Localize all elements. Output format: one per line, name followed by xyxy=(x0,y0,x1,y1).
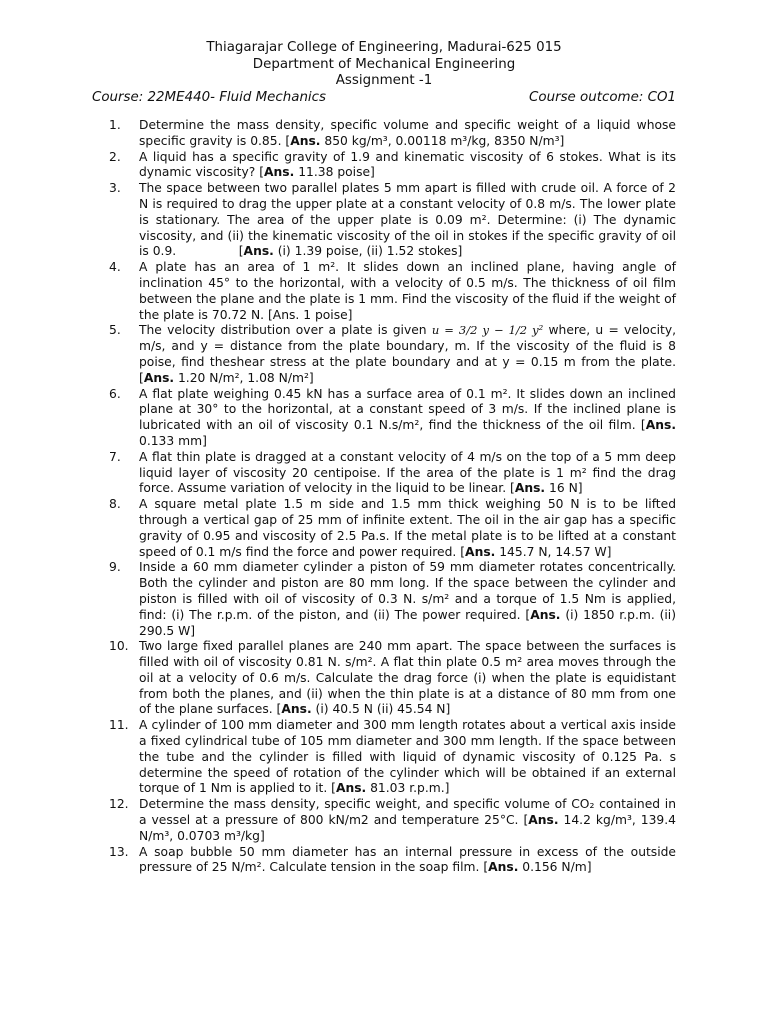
course-row xyxy=(92,90,676,107)
answer-value: 0.133 mm] xyxy=(139,433,207,448)
answer-label: Ans. xyxy=(528,813,559,828)
question-text: A square metal plate 1.5 m side and 1.5 mm thick weighing 50 N is to be lifted through a vertical gap of 25 mm of infinite extent. The oil in the air gap has a specific gravity of 0.95 and viscosity of 2.5 Pa.s. If the metal plate is to be lifted at a constant speed of 0.1 m/s find the force and power required. [ xyxy=(139,497,676,559)
answer-label: Ans. xyxy=(514,481,546,496)
question-item xyxy=(92,118,676,150)
answer-label: Ans. xyxy=(290,133,321,148)
answer-label: Ans. xyxy=(335,781,367,796)
department-name: Department of Mechanical Engineering xyxy=(252,56,516,72)
answer-value: (i) 1850 r.p.m. (ii) 290.5 W] xyxy=(139,607,676,638)
question-item xyxy=(92,718,676,797)
question-text: A cylinder of 100 mm diameter and 300 mm length rotates about a vertical axis inside a fixed cylindrical tube of 105 mm diameter and 300 mm length. If the space between the tube and the cylinder is filled with liquid of dynamic viscosity of 0.125 Pa. s determine the speed of rotation of the cylinder which will be obtained if an external torque of 1 Nm is applied to it. [ xyxy=(139,718,676,796)
answer-value: (i) 40.5 N (ii) 45.54 N] xyxy=(311,702,451,717)
question-number: 1. xyxy=(109,118,121,132)
course-label: Course: 22ME440- Fluid Mechanics xyxy=(92,89,326,105)
question-text: The space between two parallel plates 5 mm apart is filled with crude oil. A force of 2 N is required to drag the upper plate at a constant velocity of 0.8 m/s. The lower plate is stationary. The area of the upper plate is 0.09 m². Determine: (i) The dynamic viscosity, and (ii) the kinematic viscosity of the oil in stokes if the specific gravity of oil is 0.9. xyxy=(139,181,676,259)
question-text: The velocity distribution over a plate is given xyxy=(139,323,427,338)
answer-value: 14.2 kg/m³, 139.4 N/m³, 0.0703 m³/kg] xyxy=(139,813,676,843)
question-item: 3. The space between two parallel plates 5 mm apart is filled with crude oil. A force of 2 N is required to drag the upper plate at a constant velocity of 0.8 m/s. The lower plate is stationary. The area of the upper plate is 0.09 m². Determine: (i) The dynamic viscosity, and (ii) the kinematic viscosity of the oil in stokes if the specific gravity of oil is 0.9. [Ans. (i) 1.39 poise, (ii) 1.52 stokes] xyxy=(109,181,676,259)
question-number: 2. xyxy=(109,149,121,164)
question-number: 6. xyxy=(109,386,121,401)
question-number: 3. xyxy=(109,181,121,196)
question-item xyxy=(92,387,676,450)
answer-label: Ans. xyxy=(281,702,312,717)
question-number: 7. xyxy=(109,449,121,464)
answer-value: 81.03 r.p.m.] xyxy=(366,781,450,796)
question-number: 13. xyxy=(109,844,129,859)
answer-label: Ans. xyxy=(143,370,175,385)
answer-value: 0.156 N/m] xyxy=(518,860,592,875)
question-text: A plate has an area of 1 m². It slides down an inclined plane, having angle of inclination 45° to the horizontal, with a velocity of 0.5 m/s. The thickness of oil film between the plane and the plate is 1 mm. Find the viscosity of the fluid if the weight of the plate is 70.72 N. [Ans. 1 poise] xyxy=(139,260,676,322)
question-text: Determine the mass density, specific weight, and specific volume of CO₂ contained in a vessel at a pressure of 800 kN/m2 and temperature 25°C. [ xyxy=(139,797,676,828)
question-number: 4. xyxy=(109,260,121,275)
velocity-formula: u = 3/2 y − 1/2 y² xyxy=(431,323,544,338)
question-text: Determine the mass density, specific volume and specific weight of a liquid whose specific gravity is 0.85. [ xyxy=(139,118,676,148)
answer-value: 850 kg/m³, 0.00118 m³/kg, 8350 N/m³] xyxy=(320,133,565,148)
question-text: A flat thin plate is dragged at a constant velocity of 4 m/s on the top of a 5 mm deep liquid layer of viscosity 20 centipoise. If the area of the plate is 1 m² find the drag force. Assume variation of velocity in the liquid to be linear. [ xyxy=(139,449,676,496)
answer-label: Ans. xyxy=(488,860,519,875)
question-text: A liquid has a specific gravity of 1.9 and kinematic viscosity of 6 stokes. What is its dynamic viscosity? [ xyxy=(139,149,676,180)
question-text: Two large fixed parallel planes are 240 mm apart. The space between the surfaces is filled with oil of viscosity 0.81 N. s/m². A flat thin plate 0.5 m² area moves through the oil at a velocity of 0.6 m/s. Calculate the drag force (i) when the plate is equidistant from both the planes, and (ii) when the thin plate is at a distance of 80 mm from one of the plane surfaces. [ xyxy=(139,639,676,717)
assignment-title: Assignment -1 xyxy=(335,73,433,88)
question-item xyxy=(92,497,676,560)
question-number: 10. xyxy=(109,639,129,654)
question-item xyxy=(92,845,676,877)
question-text: Inside a 60 mm diameter cylinder a piston of 59 mm diameter rotates concentrically. Both the cylinder and piston are 80 mm long. If the space between the cylinder and piston is filled with oil of viscosity of 0.3 N. s/m² and a torque of 1.5 Nm is applied, find: (i) The r.p.m. of the piston, and (ii) The power required. [ xyxy=(139,560,676,622)
answer-value: 16 N] xyxy=(545,481,583,496)
question-item xyxy=(92,150,676,182)
answer-label: Ans. xyxy=(465,544,496,559)
answer-label: Ans. xyxy=(264,165,295,180)
question-item xyxy=(92,260,676,323)
answer-label: Ans. xyxy=(243,244,274,259)
question-text-cont: where, u = velocity, m/s, and y = distance from the plate boundary, m. If the viscosity of the fluid is 8 poise, find theshear stress at the plate boundary and at y = 0.15 m from the plate. [ xyxy=(139,323,677,385)
answer-label: Ans. xyxy=(530,607,561,622)
question-number: 9. xyxy=(109,560,121,575)
question-item xyxy=(92,797,676,844)
question-item xyxy=(92,560,676,639)
question-item xyxy=(92,323,676,386)
course-outcome: Course outcome: CO1 xyxy=(529,89,676,105)
answer-value: 11.38 poise] xyxy=(294,165,375,180)
answer-value: 1.20 N/m², 1.08 N/m²] xyxy=(174,370,314,385)
question-number: 5. xyxy=(109,323,121,338)
answer-label: Ans. xyxy=(645,418,676,433)
question-text: A flat plate weighing 0.45 kN has a surface area of 0.1 m². It slides down an inclined plane at 30° to the horizontal, at a constant speed of 3 m/s. If the inclined plane is lubricated with an oil of viscosity 0.1 N.s/m², find the thickness of the oil film. [ xyxy=(139,386,676,433)
answer-value: 145.7 N, 14.57 W] xyxy=(495,544,612,559)
answer-value: (i) 1.39 poise, (ii) 1.52 stokes] xyxy=(273,244,463,259)
question-number: 8. xyxy=(109,497,121,512)
question-item xyxy=(92,450,676,497)
question-list xyxy=(92,118,676,876)
question-number: 12. xyxy=(109,797,129,812)
college-name: Thiagarajar College of Engineering, Madurai-625 015 xyxy=(206,40,562,55)
question-number: 11. xyxy=(109,718,129,733)
question-item xyxy=(92,639,676,718)
question-text: A soap bubble 50 mm diameter has an internal pressure in excess of the outside pressure of 25 N/m². Calculate tension in the soap film. [ xyxy=(139,844,676,875)
